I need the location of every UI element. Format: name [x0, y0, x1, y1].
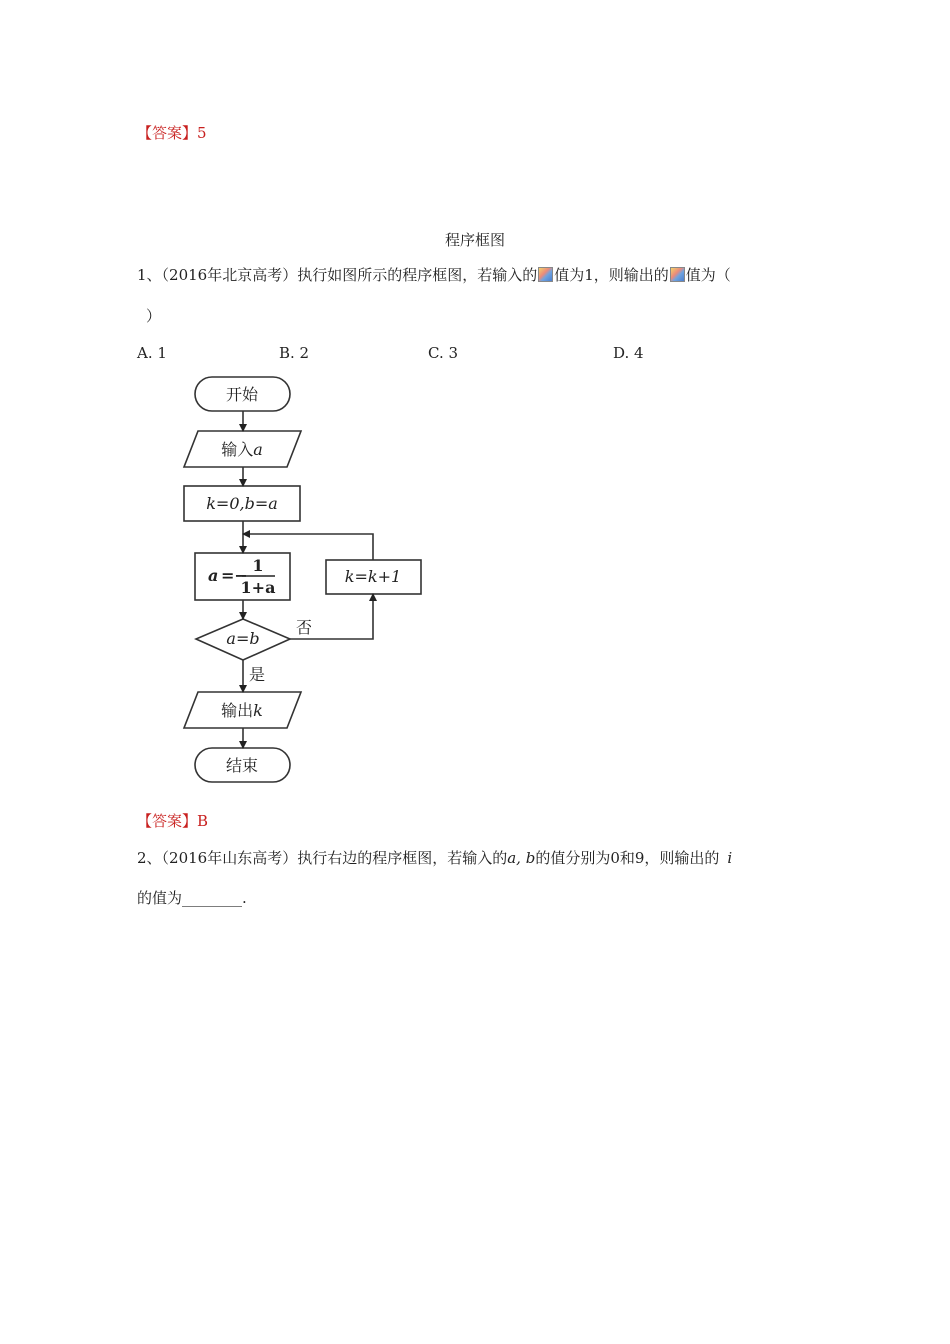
q2-text-c: 的值为________.: [137, 889, 247, 907]
init-label: k=0,b=a: [206, 494, 278, 513]
assign-numerator: 1: [252, 556, 264, 575]
assign-lhs: a: [208, 566, 219, 585]
q2-number: 2、: [137, 849, 162, 867]
answer-line-q1: [137, 811, 208, 831]
assign-eq: =−: [221, 566, 248, 585]
input-label: 输入a: [221, 440, 263, 459]
q2-vars-ab: a, b: [507, 849, 536, 867]
yes-label: 是: [249, 665, 266, 684]
answer-prefix: 【答案】: [137, 812, 198, 830]
assign-denominator: 1+a: [240, 578, 276, 597]
section-title: 程序框图: [444, 231, 505, 249]
q2-text-a: （2016年山东高考）执行右边的程序框图，若输入的: [161, 849, 508, 867]
q1-number: 1、: [137, 266, 162, 284]
q1-option-d: D. 4: [613, 344, 644, 362]
condition-label: a=b: [226, 629, 260, 648]
answer-value: 5: [197, 124, 207, 142]
q1-option-b: B. 2: [279, 344, 310, 362]
q1-text-c: 值为（: [685, 266, 731, 284]
end-label: 结束: [225, 756, 259, 775]
q1-option-a: A. 1: [137, 344, 167, 362]
q1-answer-value: B: [197, 812, 209, 830]
increment-label: k=k+1: [344, 567, 402, 586]
question-2-line-1: [137, 848, 732, 868]
output-label: 输出k: [221, 701, 263, 720]
answer-prefix: 【答案】: [137, 124, 198, 142]
q1-text-b: 值为1，则输出的: [554, 266, 669, 284]
q1-text-a: （2016年北京高考）执行如图所示的程序框图，若输入的: [161, 266, 538, 284]
q1-option-c: C. 3: [428, 344, 459, 362]
start-label: 开始: [225, 385, 259, 404]
q1-text-d: ）: [146, 307, 162, 325]
q2-var-i: i: [727, 849, 733, 867]
q2-text-b: 的值分别为0和9，则输出的: [535, 849, 720, 867]
no-label: 否: [296, 618, 313, 637]
